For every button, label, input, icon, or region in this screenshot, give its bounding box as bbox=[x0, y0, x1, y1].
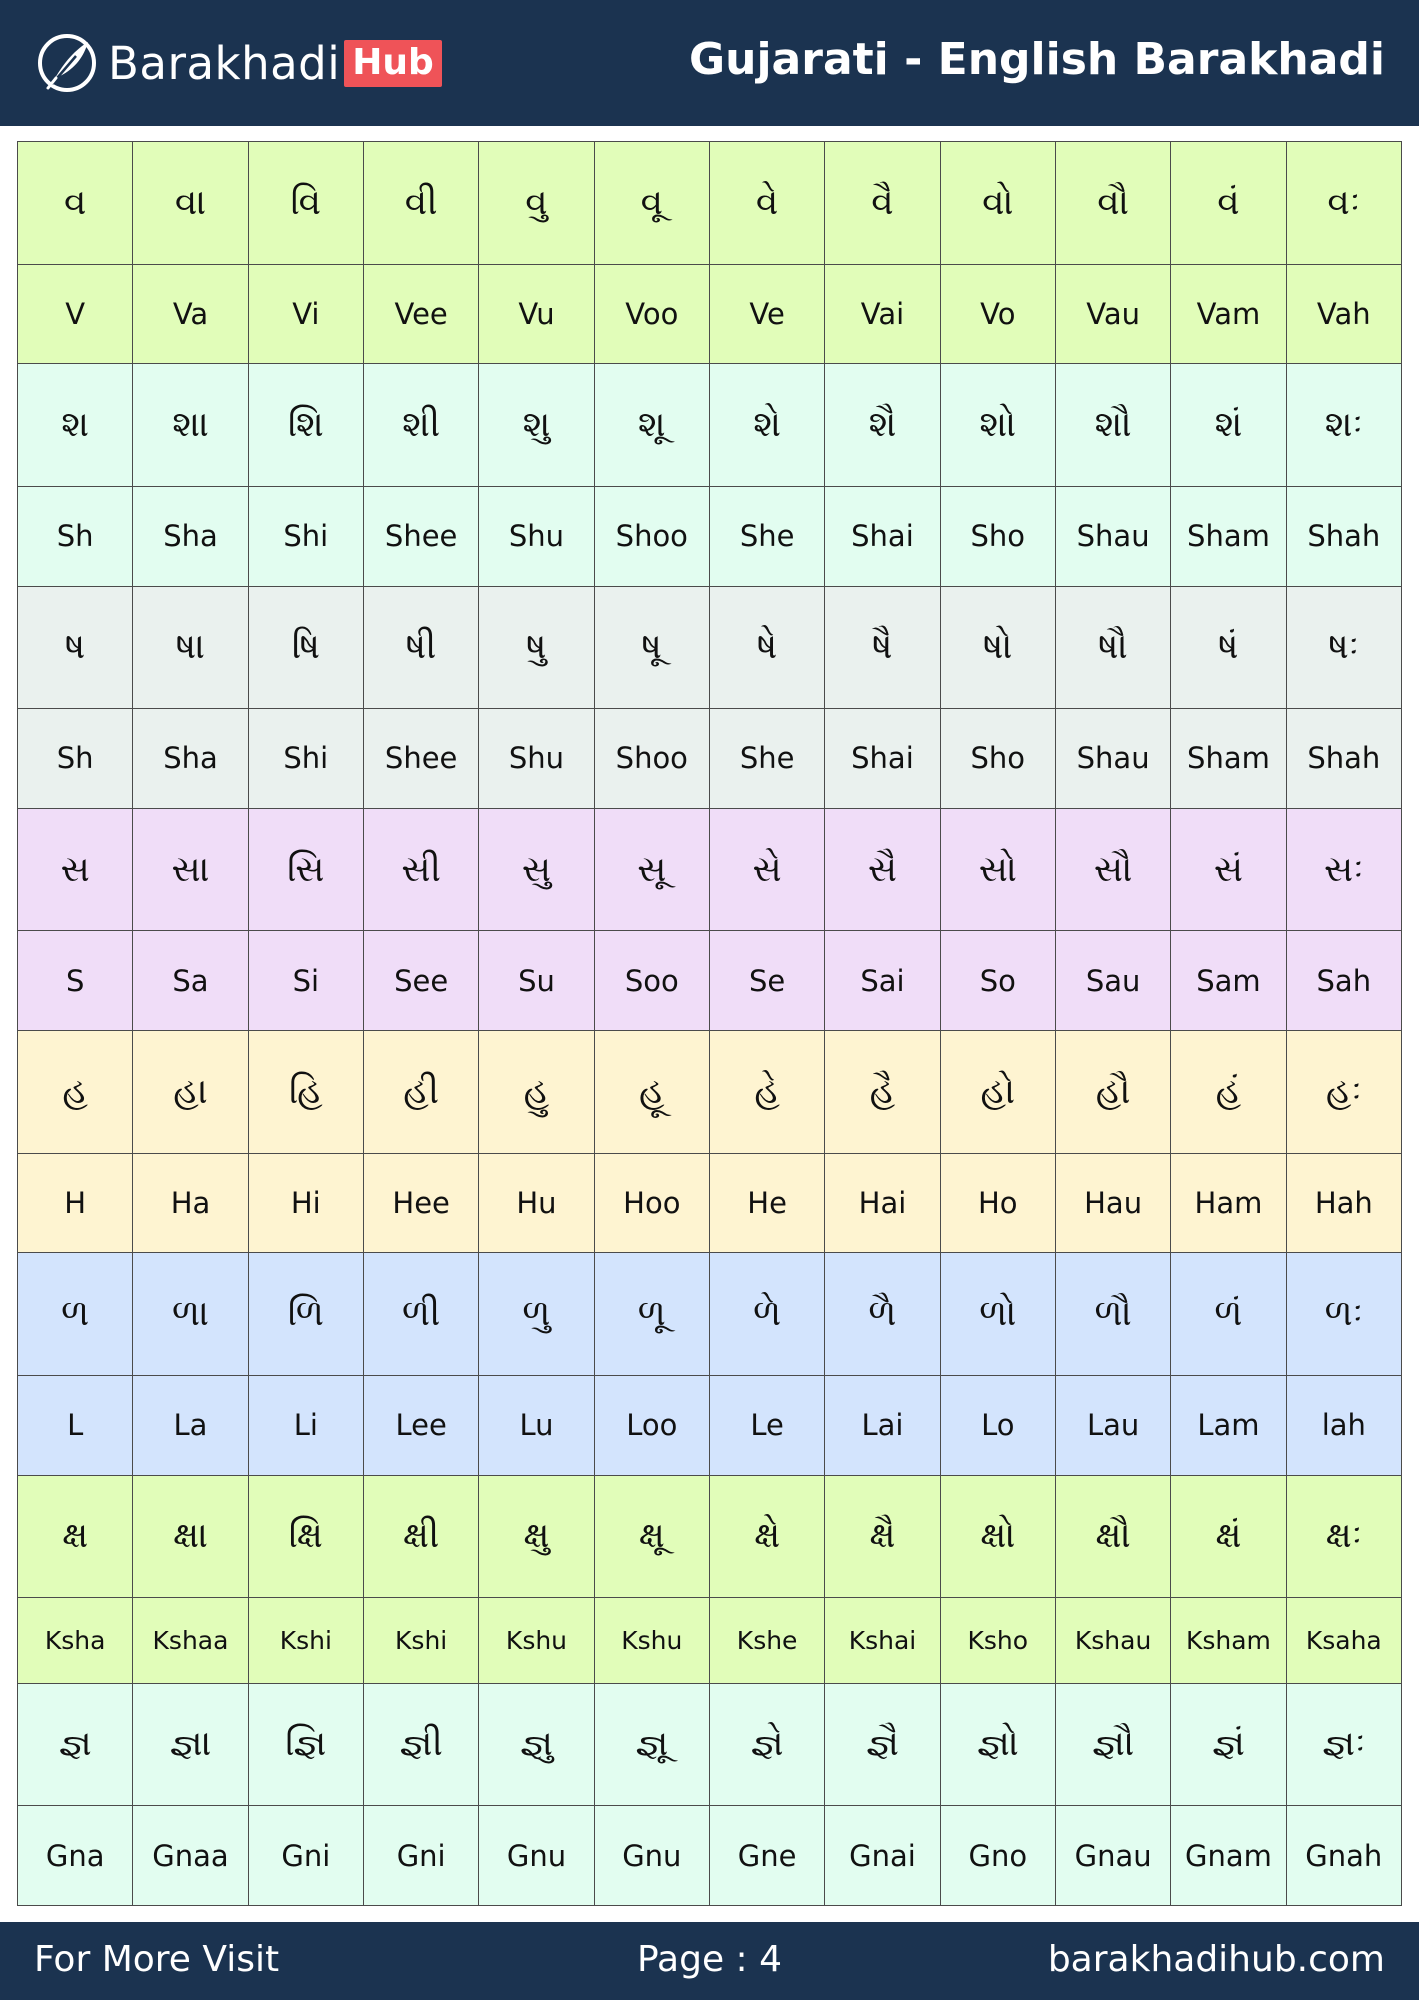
gujarati-syllable-cell: હૌ bbox=[1055, 1031, 1170, 1154]
english-syllable-cell: Sah bbox=[1286, 931, 1401, 1031]
english-syllable-cell: Ksho bbox=[940, 1598, 1055, 1683]
english-syllable-cell: She bbox=[709, 709, 824, 809]
english-syllable-cell: Shu bbox=[479, 486, 594, 586]
english-syllable-cell: Le bbox=[709, 1375, 824, 1475]
english-syllable-cell: Ksha bbox=[18, 1598, 133, 1683]
brand-logo[interactable] bbox=[36, 28, 442, 98]
english-syllable-cell: Gnaa bbox=[133, 1806, 248, 1906]
gujarati-syllable-cell: ષ bbox=[18, 586, 133, 709]
english-syllable-cell: Sh bbox=[18, 486, 133, 586]
footer-visit-label: For More Visit bbox=[34, 1939, 280, 1980]
english-syllable-cell: Vo bbox=[940, 264, 1055, 364]
english-syllable-cell: Sho bbox=[940, 486, 1055, 586]
english-syllable-cell: Ha bbox=[133, 1153, 248, 1253]
gujarati-syllable-cell: વો bbox=[940, 142, 1055, 265]
gujarati-syllable-cell: વે bbox=[709, 142, 824, 265]
english-syllable-cell: Shi bbox=[248, 486, 363, 586]
english-syllable-cell: Li bbox=[248, 1375, 363, 1475]
english-syllable-cell: S bbox=[18, 931, 133, 1031]
gujarati-syllable-cell: શૈ bbox=[825, 364, 940, 487]
english-syllable-cell: Gnu bbox=[479, 1806, 594, 1906]
page-number: Page : 4 bbox=[636, 1939, 783, 1980]
english-row bbox=[18, 264, 1402, 364]
english-syllable-cell: Kshai bbox=[825, 1598, 940, 1683]
gujarati-row bbox=[18, 586, 1402, 709]
page-title: Gujarati - English Barakhadi bbox=[689, 34, 1385, 85]
gujarati-syllable-cell: જ્ઞા bbox=[133, 1683, 248, 1806]
logo-text: Barakhadi bbox=[108, 36, 341, 90]
gujarati-syllable-cell: સઃ bbox=[1286, 808, 1401, 931]
gujarati-syllable-cell: ક્ષ bbox=[18, 1475, 133, 1598]
english-syllable-cell: Soo bbox=[594, 931, 709, 1031]
english-syllable-cell: Shoo bbox=[594, 709, 709, 809]
english-syllable-cell: Shau bbox=[1055, 709, 1170, 809]
gujarati-syllable-cell: વઃ bbox=[1286, 142, 1401, 265]
english-syllable-cell: Sham bbox=[1171, 486, 1286, 586]
logo-badge: Hub bbox=[344, 40, 442, 87]
gujarati-syllable-cell: સૈ bbox=[825, 808, 940, 931]
english-syllable-cell: Sh bbox=[18, 709, 133, 809]
english-syllable-cell: Si bbox=[248, 931, 363, 1031]
footer-website-link[interactable]: barakhadihub.com bbox=[1047, 1939, 1385, 1980]
english-row bbox=[18, 1153, 1402, 1253]
english-syllable-cell: V bbox=[18, 264, 133, 364]
gujarati-syllable-cell: ળઃ bbox=[1286, 1253, 1401, 1376]
english-syllable-cell: Shau bbox=[1055, 486, 1170, 586]
english-syllable-cell: Shee bbox=[363, 486, 478, 586]
gujarati-syllable-cell: ક્ષી bbox=[363, 1475, 478, 1598]
gujarati-syllable-cell: જ્ઞો bbox=[940, 1683, 1055, 1806]
gujarati-syllable-cell: શ bbox=[18, 364, 133, 487]
gujarati-row bbox=[18, 808, 1402, 931]
english-syllable-cell: Hoo bbox=[594, 1153, 709, 1253]
english-syllable-cell: Sam bbox=[1171, 931, 1286, 1031]
gujarati-syllable-cell: જ્ઞૈ bbox=[825, 1683, 940, 1806]
english-row bbox=[18, 709, 1402, 809]
english-syllable-cell: Su bbox=[479, 931, 594, 1031]
english-syllable-cell: Gnai bbox=[825, 1806, 940, 1906]
english-syllable-cell: Vee bbox=[363, 264, 478, 364]
english-syllable-cell: Shu bbox=[479, 709, 594, 809]
english-syllable-cell: Shai bbox=[825, 486, 940, 586]
english-row bbox=[18, 931, 1402, 1031]
gujarati-syllable-cell: હિ bbox=[248, 1031, 363, 1154]
english-syllable-cell: Sha bbox=[133, 486, 248, 586]
english-syllable-cell: Sha bbox=[133, 709, 248, 809]
gujarati-syllable-cell: ષં bbox=[1171, 586, 1286, 709]
page-footer bbox=[0, 1922, 1419, 2000]
gujarati-syllable-cell: ષે bbox=[709, 586, 824, 709]
english-syllable-cell: Gni bbox=[248, 1806, 363, 1906]
english-syllable-cell: Kshaa bbox=[133, 1598, 248, 1683]
english-syllable-cell: Shi bbox=[248, 709, 363, 809]
gujarati-syllable-cell: હી bbox=[363, 1031, 478, 1154]
gujarati-syllable-cell: ક્ષુ bbox=[479, 1475, 594, 1598]
english-syllable-cell: Vi bbox=[248, 264, 363, 364]
gujarati-syllable-cell: ક્ષૂ bbox=[594, 1475, 709, 1598]
gujarati-syllable-cell: ળો bbox=[940, 1253, 1055, 1376]
english-syllable-cell: Sau bbox=[1055, 931, 1170, 1031]
english-syllable-cell: Sho bbox=[940, 709, 1055, 809]
english-syllable-cell: H bbox=[18, 1153, 133, 1253]
gujarati-syllable-cell: હ bbox=[18, 1031, 133, 1154]
gujarati-syllable-cell: સે bbox=[709, 808, 824, 931]
english-syllable-cell: Hau bbox=[1055, 1153, 1170, 1253]
gujarati-syllable-cell: શો bbox=[940, 364, 1055, 487]
gujarati-syllable-cell: શા bbox=[133, 364, 248, 487]
english-syllable-cell: Loo bbox=[594, 1375, 709, 1475]
english-syllable-cell: Kshi bbox=[248, 1598, 363, 1683]
english-syllable-cell: Vai bbox=[825, 264, 940, 364]
gujarati-row bbox=[18, 1475, 1402, 1598]
english-syllable-cell: Hee bbox=[363, 1153, 478, 1253]
english-row bbox=[18, 1598, 1402, 1683]
gujarati-syllable-cell: જ્ઞૂ bbox=[594, 1683, 709, 1806]
gujarati-syllable-cell: ષૂ bbox=[594, 586, 709, 709]
gujarati-syllable-cell: ળ bbox=[18, 1253, 133, 1376]
gujarati-syllable-cell: ળે bbox=[709, 1253, 824, 1376]
gujarati-syllable-cell: જ્ઞી bbox=[363, 1683, 478, 1806]
gujarati-syllable-cell: સિ bbox=[248, 808, 363, 931]
english-syllable-cell: La bbox=[133, 1375, 248, 1475]
gujarati-row bbox=[18, 1031, 1402, 1154]
english-syllable-cell: Va bbox=[133, 264, 248, 364]
gujarati-row bbox=[18, 1683, 1402, 1806]
english-syllable-cell: See bbox=[363, 931, 478, 1031]
english-syllable-cell: Ksham bbox=[1171, 1598, 1286, 1683]
gujarati-syllable-cell: સ bbox=[18, 808, 133, 931]
gujarati-syllable-cell: ળુ bbox=[479, 1253, 594, 1376]
gujarati-syllable-cell: શઃ bbox=[1286, 364, 1401, 487]
english-syllable-cell: Vu bbox=[479, 264, 594, 364]
english-syllable-cell: Gnu bbox=[594, 1806, 709, 1906]
english-syllable-cell: Shoo bbox=[594, 486, 709, 586]
english-syllable-cell: Ham bbox=[1171, 1153, 1286, 1253]
gujarati-syllable-cell: સા bbox=[133, 808, 248, 931]
english-syllable-cell: Shee bbox=[363, 709, 478, 809]
gujarati-syllable-cell: ક્ષઃ bbox=[1286, 1475, 1401, 1598]
gujarati-syllable-cell: હો bbox=[940, 1031, 1055, 1154]
english-syllable-cell: Gnau bbox=[1055, 1806, 1170, 1906]
gujarati-syllable-cell: જ્ઞિ bbox=[248, 1683, 363, 1806]
gujarati-syllable-cell: ળી bbox=[363, 1253, 478, 1376]
gujarati-syllable-cell: સુ bbox=[479, 808, 594, 931]
english-syllable-cell: Kshi bbox=[363, 1598, 478, 1683]
gujarati-syllable-cell: વં bbox=[1171, 142, 1286, 265]
english-syllable-cell: Voo bbox=[594, 264, 709, 364]
english-syllable-cell: Ve bbox=[709, 264, 824, 364]
gujarati-syllable-cell: વૂ bbox=[594, 142, 709, 265]
english-syllable-cell: lah bbox=[1286, 1375, 1401, 1475]
gujarati-syllable-cell: સી bbox=[363, 808, 478, 931]
gujarati-syllable-cell: સો bbox=[940, 808, 1055, 931]
english-syllable-cell: Hai bbox=[825, 1153, 940, 1253]
english-syllable-cell: So bbox=[940, 931, 1055, 1031]
gujarati-syllable-cell: ક્ષૌ bbox=[1055, 1475, 1170, 1598]
gujarati-syllable-cell: હે bbox=[709, 1031, 824, 1154]
english-syllable-cell: Ksaha bbox=[1286, 1598, 1401, 1683]
gujarati-syllable-cell: વુ bbox=[479, 142, 594, 265]
english-syllable-cell: Lau bbox=[1055, 1375, 1170, 1475]
english-syllable-cell: Ho bbox=[940, 1153, 1055, 1253]
gujarati-syllable-cell: ળા bbox=[133, 1253, 248, 1376]
gujarati-syllable-cell: હં bbox=[1171, 1031, 1286, 1154]
gujarati-syllable-cell: ળૈ bbox=[825, 1253, 940, 1376]
english-syllable-cell: Gnam bbox=[1171, 1806, 1286, 1906]
english-syllable-cell: He bbox=[709, 1153, 824, 1253]
gujarati-syllable-cell: વૌ bbox=[1055, 142, 1170, 265]
english-syllable-cell: Gno bbox=[940, 1806, 1055, 1906]
gujarati-syllable-cell: શુ bbox=[479, 364, 594, 487]
gujarati-syllable-cell: હુ bbox=[479, 1031, 594, 1154]
gujarati-syllable-cell: હૂ bbox=[594, 1031, 709, 1154]
gujarati-syllable-cell: ળં bbox=[1171, 1253, 1286, 1376]
english-syllable-cell: Gna bbox=[18, 1806, 133, 1906]
gujarati-syllable-cell: શૂ bbox=[594, 364, 709, 487]
gujarati-syllable-cell: શે bbox=[709, 364, 824, 487]
gujarati-syllable-cell: ષા bbox=[133, 586, 248, 709]
english-syllable-cell: Hu bbox=[479, 1153, 594, 1253]
gujarati-syllable-cell: વ bbox=[18, 142, 133, 265]
english-row bbox=[18, 1375, 1402, 1475]
gujarati-syllable-cell: ળૌ bbox=[1055, 1253, 1170, 1376]
gujarati-syllable-cell: ળૂ bbox=[594, 1253, 709, 1376]
english-syllable-cell: Vau bbox=[1055, 264, 1170, 364]
gujarati-syllable-cell: વિ bbox=[248, 142, 363, 265]
gujarati-syllable-cell: સં bbox=[1171, 808, 1286, 931]
gujarati-syllable-cell: ક્ષૈ bbox=[825, 1475, 940, 1598]
gujarati-syllable-cell: શિ bbox=[248, 364, 363, 487]
english-syllable-cell: Kshau bbox=[1055, 1598, 1170, 1683]
gujarati-syllable-cell: સૌ bbox=[1055, 808, 1170, 931]
english-syllable-cell: Hi bbox=[248, 1153, 363, 1253]
gujarati-syllable-cell: ક્ષો bbox=[940, 1475, 1055, 1598]
gujarati-syllable-cell: ષો bbox=[940, 586, 1055, 709]
gujarati-syllable-cell: ળિ bbox=[248, 1253, 363, 1376]
gujarati-syllable-cell: ક્ષં bbox=[1171, 1475, 1286, 1598]
english-syllable-cell: Lo bbox=[940, 1375, 1055, 1475]
gujarati-syllable-cell: હૈ bbox=[825, 1031, 940, 1154]
english-syllable-cell: Vah bbox=[1286, 264, 1401, 364]
gujarati-syllable-cell: જ્ઞ bbox=[18, 1683, 133, 1806]
gujarati-syllable-cell: ક્ષા bbox=[133, 1475, 248, 1598]
gujarati-syllable-cell: ષૌ bbox=[1055, 586, 1170, 709]
english-syllable-cell: Lai bbox=[825, 1375, 940, 1475]
english-syllable-cell: Sa bbox=[133, 931, 248, 1031]
english-syllable-cell: Lam bbox=[1171, 1375, 1286, 1475]
gujarati-syllable-cell: જ્ઞૌ bbox=[1055, 1683, 1170, 1806]
gujarati-syllable-cell: જ્ઞે bbox=[709, 1683, 824, 1806]
gujarati-syllable-cell: ષિ bbox=[248, 586, 363, 709]
english-syllable-cell: Se bbox=[709, 931, 824, 1031]
gujarati-syllable-cell: જ્ઞુ bbox=[479, 1683, 594, 1806]
gujarati-syllable-cell: શૌ bbox=[1055, 364, 1170, 487]
english-syllable-cell: Lee bbox=[363, 1375, 478, 1475]
english-syllable-cell: Kshu bbox=[594, 1598, 709, 1683]
english-syllable-cell: She bbox=[709, 486, 824, 586]
english-syllable-cell: Sham bbox=[1171, 709, 1286, 809]
gujarati-row bbox=[18, 364, 1402, 487]
english-syllable-cell: Gnah bbox=[1286, 1806, 1401, 1906]
gujarati-syllable-cell: હા bbox=[133, 1031, 248, 1154]
english-syllable-cell: Vam bbox=[1171, 264, 1286, 364]
english-row bbox=[18, 1806, 1402, 1906]
english-syllable-cell: Lu bbox=[479, 1375, 594, 1475]
gujarati-syllable-cell: ષી bbox=[363, 586, 478, 709]
english-row bbox=[18, 486, 1402, 586]
gujarati-syllable-cell: વા bbox=[133, 142, 248, 265]
gujarati-syllable-cell: ક્ષે bbox=[709, 1475, 824, 1598]
english-syllable-cell: L bbox=[18, 1375, 133, 1475]
gujarati-syllable-cell: વૈ bbox=[825, 142, 940, 265]
gujarati-syllable-cell: સૂ bbox=[594, 808, 709, 931]
gujarati-syllable-cell: ષૈ bbox=[825, 586, 940, 709]
english-syllable-cell: Shai bbox=[825, 709, 940, 809]
gujarati-row bbox=[18, 1253, 1402, 1376]
gujarati-syllable-cell: ષુ bbox=[479, 586, 594, 709]
gujarati-syllable-cell: ક્ષિ bbox=[248, 1475, 363, 1598]
gujarati-row bbox=[18, 142, 1402, 265]
page-header bbox=[0, 0, 1419, 126]
gujarati-syllable-cell: ષઃ bbox=[1286, 586, 1401, 709]
gujarati-syllable-cell: જ્ઞઃ bbox=[1286, 1683, 1401, 1806]
english-syllable-cell: Kshe bbox=[709, 1598, 824, 1683]
english-syllable-cell: Shah bbox=[1286, 709, 1401, 809]
english-syllable-cell: Kshu bbox=[479, 1598, 594, 1683]
english-syllable-cell: Hah bbox=[1286, 1153, 1401, 1253]
gujarati-syllable-cell: વી bbox=[363, 142, 478, 265]
gujarati-syllable-cell: શી bbox=[363, 364, 478, 487]
quill-feather-icon bbox=[36, 32, 98, 94]
english-syllable-cell: Gni bbox=[363, 1806, 478, 1906]
english-syllable-cell: Sai bbox=[825, 931, 940, 1031]
english-syllable-cell: Shah bbox=[1286, 486, 1401, 586]
english-syllable-cell: Gne bbox=[709, 1806, 824, 1906]
gujarati-syllable-cell: જ્ઞં bbox=[1171, 1683, 1286, 1806]
gujarati-syllable-cell: હઃ bbox=[1286, 1031, 1401, 1154]
gujarati-syllable-cell: શં bbox=[1171, 364, 1286, 487]
barakhadi-table bbox=[17, 141, 1402, 1906]
